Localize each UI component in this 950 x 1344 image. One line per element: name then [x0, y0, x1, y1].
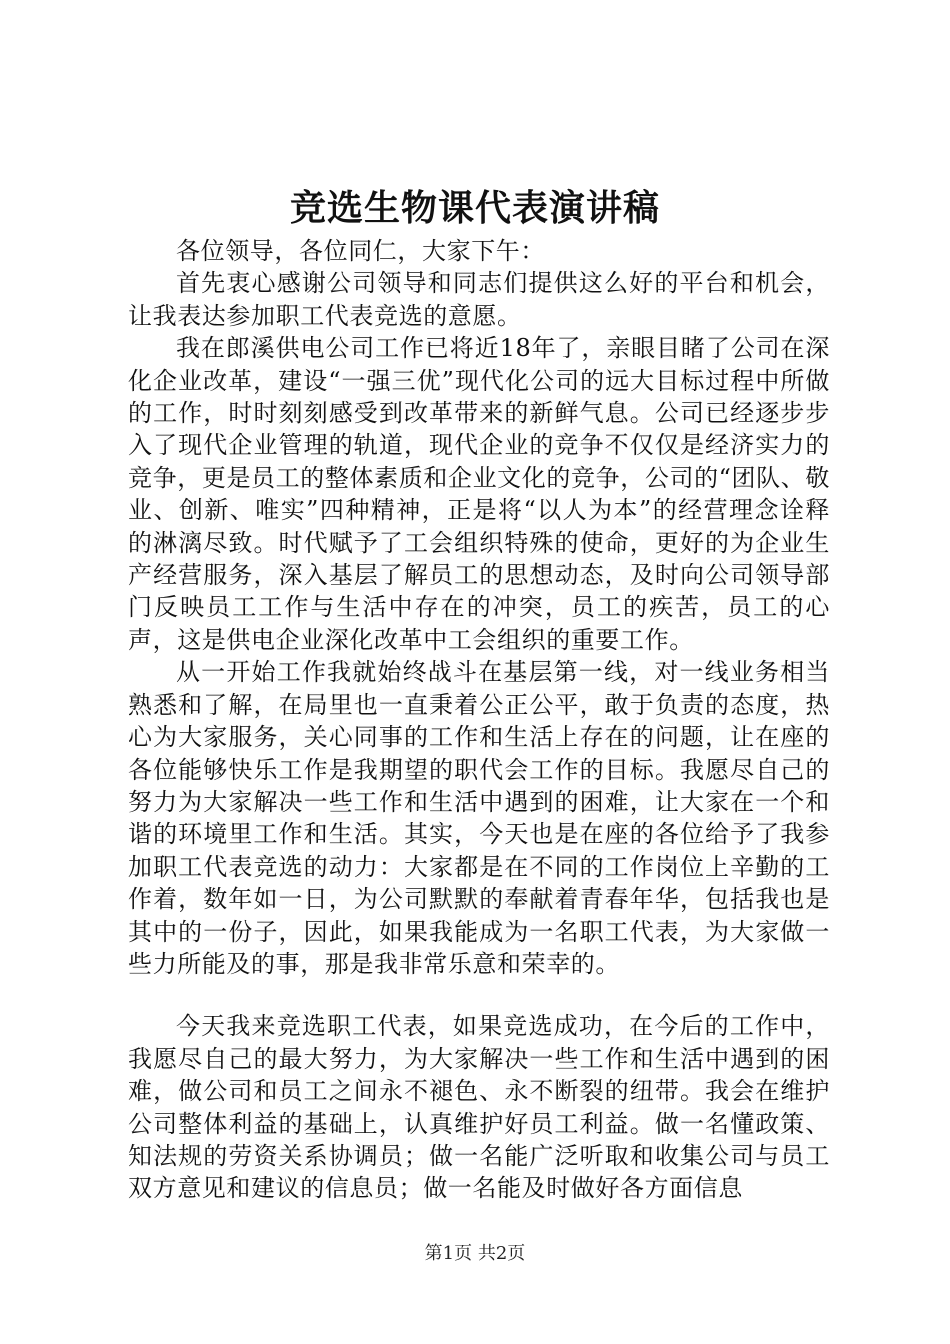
paragraph-commitment: 今天我来竞选职工代表，如果竞选成功，在今后的工作中，我愿尽自己的最大努力，为大家解决一些工作和生活中遇到的困难，做公司和员工之间永不褪色、永不断裂的纽带。我会在维护公司整体利益的基础上，认真维护好员工利益。做一名懂政策、知法规的劳资关系协调员；做一名能广泛听取和收集公司与员工双方意见和建议的信息员；做一名能及时做好各方面信息: [128, 1012, 830, 1203]
paragraph-thanks: 首先衷心感谢公司领导和同志们提供这么好的平台和机会，让我表达参加职工代表竞选的意愿。: [128, 269, 830, 330]
document-title: 竞选生物课代表演讲稿: [289, 187, 660, 229]
page-number-footer: 第1页 共2页: [424, 1243, 526, 1264]
paragraph-frontline: 从一开始工作我就始终战斗在基层第一线，对一线业务相当熟悉和了解，在局里也一直秉着公正公平，敢于负责的态度，热心为大家服务，关心同事的工作和生活上存在的问题，让在座的各位能够快乐工作是我期望的职代会工作的目标。我愿尽自己的努力为大家解决一些工作和生活中遇到的困难，让大家在一个和谐的环境里工作和生活。其实，今天也是在座的各位给予了我参加职工代表竞选的动力：大家都是在不同的工作岗位上辛勤的工作着，数年如一日，为公司默默的奉献着青春年华，包括我也是其中的一份子，因此，如果我能成为一名职工代表，为大家做一些力所能及的事，那是我非常乐意和荣幸的。: [128, 658, 830, 978]
paragraph-experience: 我在郎溪供电公司工作已将近18年了，亲眼目睹了公司在深化企业改革，建设“一强三优”现代化公司的远大目标过程中所做的工作，时时刻刻感受到改革带来的新鲜气息。公司已经逐步步入了现代企业管理的轨道，现代企业的竞争不仅仅是经济实力的竞争，更是员工的整体素质和企业文化的竞争，公司的“团队、敬业、创新、唯实”四种精神，正是将“以人为本”的经营理念诠释的淋漓尽致。时代赋予了工会组织特殊的使命，更好的为企业生产经营服务，深入基层了解员工的思想动态，及时向公司领导部门反映员工工作与生活中存在的冲突，员工的疾苦，员工的心声，这是供电企业深化改革中工会组织的重要工作。: [128, 334, 830, 654]
paragraph-greeting: 各位领导，各位同仁，大家下午：: [176, 237, 545, 265]
document-body: [128, 235, 830, 1205]
